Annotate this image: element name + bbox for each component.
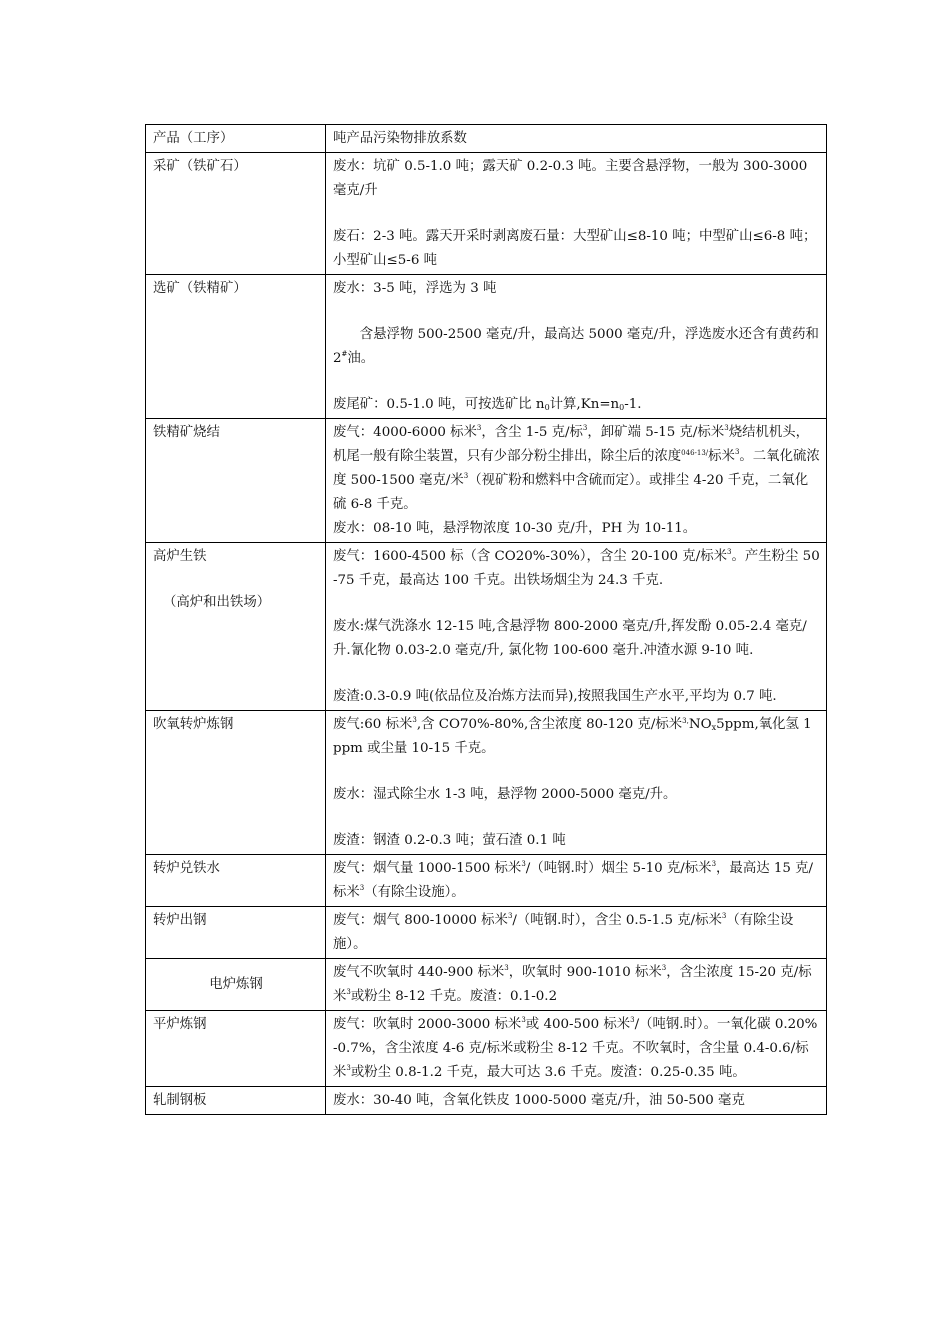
table-row xyxy=(146,855,827,907)
table-row xyxy=(146,711,827,855)
exhaust-gas-text: 废气：4000-6000 标米$^3$，含尘 1-5 克/标$^3$，卸矿端 5-15 克/标米$^3$烧结机机头，机尾一般有除尘装置，只有少部分粉尘排出，除尘后的浓度$^{046-13/}$标米$^3$。二氧化硫浓度 500-1500 毫克/米$^3$（视矿粉和燃料中含硫而定）。或排尘 4-20 千克，二氧化硫 6-8 千克。 xyxy=(333,424,820,512)
table-row xyxy=(146,419,827,543)
table-header-row xyxy=(146,125,827,153)
product-subtitle: （高炉和出铁场） xyxy=(163,595,271,610)
product-cell: 选矿（铁精矿） xyxy=(146,275,326,419)
exhaust-gas-text: 废气：1600-4500 标（含 CO20%-30%），含尘 20-100 克/标米$^3$。产生粉尘 50-75 千克，最高达 100 千克。出铁场烟尘为 24.3 千克. xyxy=(333,548,820,588)
coefficient-cell xyxy=(326,907,827,959)
exhaust-gas-text: 废气不吹氧时 440-900 标米$^3$，吹氧时 900-1010 标米$^3$，含尘浓度 15-20 克/标米$^3$或粉尘 8-12 千克。废渣：0.1-0.2 xyxy=(333,964,812,1004)
coefficient-cell xyxy=(326,1087,827,1115)
wastewater-text: 废水：30-40 吨，含氧化铁皮 1000-5000 毫克/升，油 50-500 毫克 xyxy=(333,1093,745,1108)
table-row xyxy=(146,959,827,1011)
wastewater-text: 废水：湿式除尘水 1-3 吨，悬浮物 2000-5000 毫克/升。 xyxy=(333,787,677,802)
coefficient-cell xyxy=(326,1011,827,1087)
suspended-text: 含悬浮物 500-2500 毫克/升，最高达 5000 毫克/升，浮选废水还含有黄药和 2#油。 xyxy=(333,327,819,366)
coefficient-cell xyxy=(326,153,827,275)
table-row xyxy=(146,153,827,275)
product-cell: 高炉生铁 （高炉和出铁场） xyxy=(146,543,326,711)
header-product: 产品（工序） xyxy=(146,125,326,153)
table-row xyxy=(146,275,827,419)
wastewater-text: 废水：08-10 吨，悬浮物浓度 10-30 克/升，PH 为 10-11。 xyxy=(333,521,697,536)
emission-table xyxy=(145,124,827,1115)
table-row xyxy=(146,1087,827,1115)
coefficient-cell xyxy=(326,275,827,419)
coefficient-cell xyxy=(326,959,827,1011)
coefficient-cell xyxy=(326,855,827,907)
product-cell: 采矿（铁矿石） xyxy=(146,153,326,275)
product-cell: 转炉兑铁水 xyxy=(146,855,326,907)
exhaust-gas-text: 废气：吹氧时 2000-3000 标米$^3$或 400-500 标米$^3$/（吨钢.时）。一氧化碳 0.20%-0.7%，含尘浓度 4-6 克/标米或粉尘 8-12 千克。不吹氧时，含尘量 0.4-0.6/标米$^3$或粉尘 0.8-1.2 千克，最大可达 3.6 千克。废渣：0.25-0.35 吨。 xyxy=(333,1016,818,1080)
coefficient-cell xyxy=(326,543,827,711)
slag-text: 废渣:0.3-0.9 吨(依品位及冶炼方法而异),按照我国生产水平,平均为 0.7 吨. xyxy=(333,689,777,704)
exhaust-gas-text: 废气：烟气 800-10000 标米$^3$/（吨钢.时），含尘 0.5-1.5 克/标米$^3$（有除尘设施）。 xyxy=(333,912,794,952)
product-cell: 吹氧转炉炼钢 xyxy=(146,711,326,855)
table-row xyxy=(146,543,827,711)
exhaust-gas-text: 废气：烟气量 1000-1500 标米$^3$/（吨钢.时）烟尘 5-10 克/标米$^3$，最高达 15 克/标米$^3$（有除尘设施）。 xyxy=(333,860,814,900)
wastewater-text: 废水:煤气洗涤水 12-15 吨,含悬浮物 800-2000 毫克/升,挥发酚 0.05-2.4 毫克/升.氰化物 0.03-2.0 毫克/升, 氯化物 100-600 毫升.冲渣水源 9-10 吨. xyxy=(333,619,807,658)
product-cell: 转炉出钢 xyxy=(146,907,326,959)
product-cell: 平炉炼钢 xyxy=(146,1011,326,1087)
wastewater-text: 废水：坑矿 0.5-1.0 吨；露天矿 0.2-0.3 吨。主要含悬浮物，一般为 300-3000 毫克/升 xyxy=(333,159,808,198)
wastewater-text: 废水：3-5 吨，浮选为 3 吨 xyxy=(333,281,497,296)
table-row xyxy=(146,907,827,959)
product-cell: 电炉炼钢 xyxy=(146,959,326,1011)
coefficient-cell xyxy=(326,419,827,543)
product-cell: 轧制钢板 xyxy=(146,1087,326,1115)
tailings-text: 废尾矿：0.5-1.0 吨，可按选矿比 $n_0$计算$,Kn=n_0-1$. xyxy=(333,397,642,412)
exhaust-gas-text: 废气:60 标米$^3$,含 CO70%-80%,含尘浓度 80-120 克/标米$^{3,}NO_x5ppm$,氧化氢 1ppm 或尘量 10-15 千克。 xyxy=(333,716,812,756)
header-coefficient: 吨产品污染物排放系数 xyxy=(326,125,827,153)
coefficient-cell xyxy=(326,711,827,855)
slag-text: 废渣：钢渣 0.2-0.3 吨；萤石渣 0.1 吨 xyxy=(333,833,566,848)
product-cell: 铁精矿烧结 xyxy=(146,419,326,543)
table-row xyxy=(146,1011,827,1087)
waste-rock-text: 废石：2-3 吨。露天开采时剥离废石量：大型矿山≤8-10 吨；中型矿山≤6-8 吨；小型矿山≤5-6 吨 xyxy=(333,229,817,268)
